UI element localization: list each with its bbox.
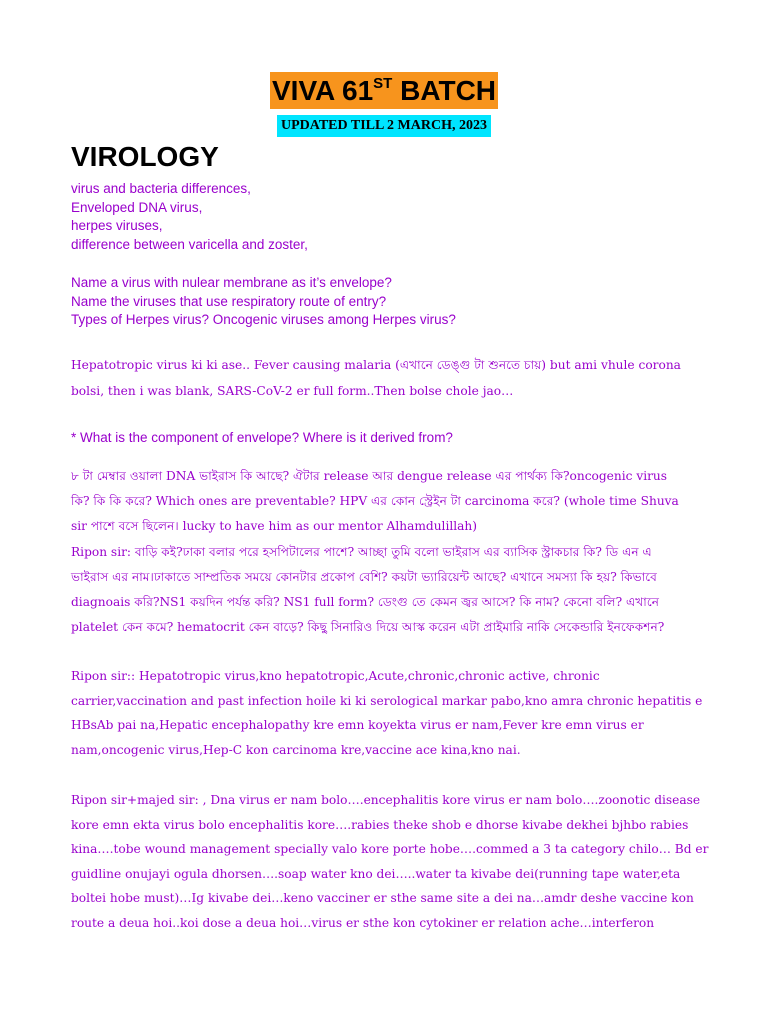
question-line: Name the viruses that use respiratory route of entry? <box>71 293 387 309</box>
paragraph-line: Ripon sir: বাড়ি কই?ঢাকা বলার পরে হসপিটালের পাশে? আচ্ছা তুমি বলো ভাইরাস এর ব্যাসিক স্ট্রাকচার কি? ডি এন এ <box>71 544 652 559</box>
topic-line: virus and bacteria differences, <box>71 181 251 196</box>
envelope-question <box>71 429 711 448</box>
paragraph-line: diagnoais করি?NS1 কয়দিন পর্যন্ত করি? NS1 full form? ডেংগু তে কেমন জ্বর আসে? কি নাম? কেনো বলি? এখানে <box>71 595 660 610</box>
topic-line: herpes viruses, <box>71 218 163 233</box>
paragraph-line: route a deua hoi..koi dose a deua hoi…virus er sthe kon cytokiner er relation ache…interferon <box>71 915 655 930</box>
hepatotropic-paragraph <box>71 352 711 404</box>
paragraph-line: Ripon sir:: Hepatotropic virus,kno hepatotropic,Acute,chronic,chronic active, chronic <box>71 669 600 683</box>
topics-list <box>71 180 711 254</box>
questions-list <box>71 274 711 330</box>
section-heading: VIROLOGY <box>71 141 219 172</box>
title-suffix: BATCH <box>392 75 497 106</box>
document-title <box>270 72 498 109</box>
paragraph-line: bolsi, then i was blank, SARS-CoV-2 er full form..Then bolse chole jao… <box>71 384 514 398</box>
ripon-sir-paragraph <box>71 664 711 762</box>
topic-line: difference between varicella and zoster, <box>71 236 308 252</box>
paragraph-line: boltei hobe must)…Ig kivabe dei…keno vacciner er sthe same site a dei na…amdr deshe vaccine kon <box>71 891 694 906</box>
paragraph-line: guidline onujayi ogula dhorsen….soap water kno dei…..water ta kivabe dei(running tape water,eta <box>71 866 681 881</box>
paragraph-line: ৮ টা মেম্বার ওয়ালা DNA ভাইরাস কি আছে? ঐটার release আর dengue release এর পার্থক্য কি?oncogenic virus <box>71 469 668 483</box>
paragraph-line: ভাইরাস এর নাম।ঢাকাতে সাম্প্রতিক সময়ে কোনটার প্রকোপ বেশি? কয়টা ভ্যারিয়েন্ট আছে? এখানে সমস্যা কি হয়? কিভাবে <box>71 569 657 584</box>
paragraph-line: Ripon sir+majed sir: , Dna virus er nam bolo….encephalitis kore virus er nam bolo….zoonotic disease <box>71 793 701 807</box>
paragraph-line: sir পাশে বসে ছিলেন। lucky to have him as our mentor Alhamdulillah) <box>71 519 478 534</box>
paragraph-line: nam,oncogenic virus,Hep-C kon carcinoma kre,vaccine ace kina,kno nai. <box>71 742 521 757</box>
paragraph-line: kore emn ekta virus bolo encephalitis kore….rabies theke shob e dhorse kivabe dekhei bjhbo rabies <box>71 817 689 832</box>
paragraph-line: Hepatotropic virus ki ki ase.. Fever causing malaria (এখানে ডেঙ্গু টা শুনতে চায়) but ami vhule corona <box>71 358 681 372</box>
dna-virus-paragraph <box>71 464 711 640</box>
topic-line: Enveloped DNA virus, <box>71 199 203 215</box>
paragraph-line: কি? কি কি করে? Which ones are preventable? HPV এর কোন স্ট্রেইন টা carcinoma করে? (whole time Shuva <box>71 494 679 509</box>
ripon-majed-paragraph <box>71 788 711 936</box>
title-prefix: VIVA 61 <box>271 75 374 106</box>
question-line: Name a virus with nulear membrane as it’s envelope? <box>71 275 392 290</box>
title-superscript: ST <box>373 75 393 92</box>
question-line: * What is the component of envelope? Where is it derived from? <box>71 430 453 445</box>
paragraph-line: carrier,vaccination and past infection hoile ki ki serological markar pabo,kno amra chronic hepatitis e <box>71 693 703 708</box>
question-line: Types of Herpes virus? Oncogenic viruses among Herpes virus? <box>71 312 456 327</box>
paragraph-line: kina….tobe wound management specially valo kore porte hobe….commed a 3 ta category chilo… Bd er <box>71 842 709 857</box>
paragraph-line: HBsAb pai na,Hepatic encephalopathy kre emn koyekta virus er nam,Fever kre emn virus er <box>71 718 644 733</box>
subtitle-row <box>0 115 768 137</box>
title-row <box>0 72 768 109</box>
paragraph-line: platelet কেন কমে? hematocrit কেন বাড়ে? কিছু সিনারিও দিয়ে আস্ক করেন এটা প্রাইমারি নাকি সেকেন্ডারি ইনফেকশন? <box>71 620 665 635</box>
updated-date-label: UPDATED TILL 2 MARCH, 2023 <box>277 115 491 137</box>
